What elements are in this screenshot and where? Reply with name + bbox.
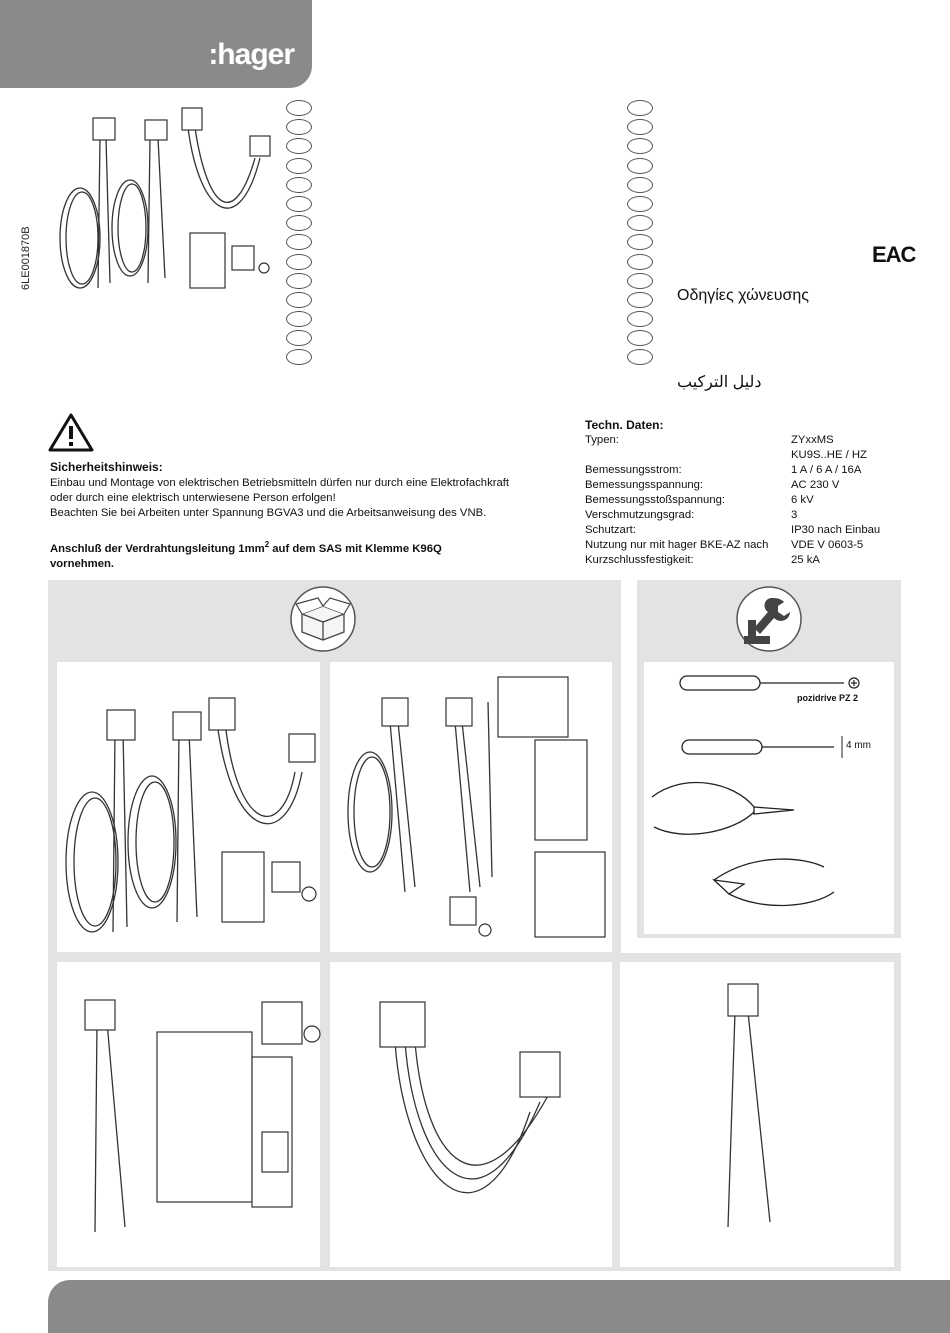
pozidrive-label: pozidrive PZ 2 [797,693,859,703]
single-connector-illustration [620,962,894,1267]
language-oval [286,215,312,231]
safety-line: Beachten Sie bei Arbeiten unter Spannung BGVA3 und die Arbeitsanweisung des VNB. [50,507,487,519]
tech-key [585,448,791,463]
language-oval [286,196,312,212]
tech-value: KU9S..HE / HZ [791,449,867,461]
language-oval [627,273,653,289]
language-oval [627,138,653,154]
language-oval [286,234,312,250]
language-oval [627,158,653,174]
language-oval [286,254,312,270]
cable-set-illustration [57,662,320,952]
language-oval [627,254,653,270]
tech-key: Bemessungsstrom: [585,464,682,476]
connector-to-breaker-illustration [57,962,320,1267]
wiring-note [50,537,550,572]
language-oval [627,311,653,327]
hager-logo: :hager [208,38,294,71]
tech-key: Verschmutzungsgrad: [585,509,695,521]
language-oval [627,119,653,135]
table-row [585,433,880,448]
language-oval [286,138,312,154]
language-oval [627,234,653,250]
tech-value: ZYxxMS [791,434,834,446]
language-selector-right [627,100,653,369]
language-oval [627,349,653,365]
language-oval [627,292,653,308]
language-oval [286,349,312,365]
wiring-note-part1: Anschluß der Verdrahtungsleitung 1mm [50,542,265,555]
table-row [585,538,880,553]
language-oval [286,177,312,193]
language-oval [286,273,312,289]
language-oval [627,330,653,346]
language-oval [286,119,312,135]
tech-key: Schutzart: [585,524,636,536]
tech-key: Bemessungsspannung: [585,479,704,491]
tech-value: AC 230 V [791,479,840,491]
product-overview-illustration [50,98,280,303]
table-row [585,493,880,508]
tech-value: 1 A / 6 A / 16A [791,464,862,476]
safety-line: oder durch eine elektrisch unterwiesene Person erfolgen! [50,492,336,504]
wiring-note-line2: vornehmen. [50,557,115,570]
table-row [585,508,880,523]
tech-value: IP30 nach Einbau [791,524,881,536]
eac-mark: EAC [872,242,916,267]
table-row [585,523,880,538]
wrench-hammer-icon [734,584,804,654]
tech-data-title: Techn. Daten: [585,418,664,432]
safety-line: Einbau und Montage von elektrischen Betriebsmitteln dürfen nur durch eine Elektrofachkraft [50,477,510,489]
language-oval [286,158,312,174]
language-selector-left [286,100,312,369]
language-oval [286,330,312,346]
footer-bar [48,1280,950,1333]
tech-value: VDE V 0603-5 [791,539,864,551]
tech-data-table [585,433,880,568]
tech-key: Kurzschlussfestigkeit: [585,554,694,566]
table-row [585,553,880,568]
tech-key: Bemessungsstoßspannung: [585,494,726,506]
language-oval [286,292,312,308]
warning-triangle-icon [48,412,94,452]
flat-screwdriver-width-label: 4 mm [846,740,871,751]
open-box-icon [288,584,358,654]
arabic-title: دليل التركيب [677,374,762,391]
document-code: 6LE001870B [20,226,32,290]
connector-cable-illustration [330,962,612,1267]
tech-key: Nutzung nur mit hager BKE-AZ nach [585,539,769,551]
table-row [585,478,880,493]
tech-value: 3 [791,509,798,521]
language-oval [286,100,312,116]
language-oval [627,196,653,212]
cable-and-breaker-illustration [330,662,612,952]
safety-text [50,476,570,521]
language-oval [627,215,653,231]
language-oval [286,311,312,327]
table-row [585,448,880,463]
logo-banner [0,0,312,88]
greek-title: Οδηγίες χώνευσης [677,287,809,304]
language-oval [627,100,653,116]
tech-value: 6 kV [791,494,814,506]
wiring-note-superscript: 2 [264,540,270,549]
language-oval [627,177,653,193]
table-row [585,463,880,478]
wiring-note-part2: auf dem SAS mit Klemme K96Q [269,542,442,555]
safety-title: Sicherheitshinweis: [50,460,163,474]
tech-value: 25 kA [791,554,820,566]
tech-key: Typen: [585,434,619,446]
